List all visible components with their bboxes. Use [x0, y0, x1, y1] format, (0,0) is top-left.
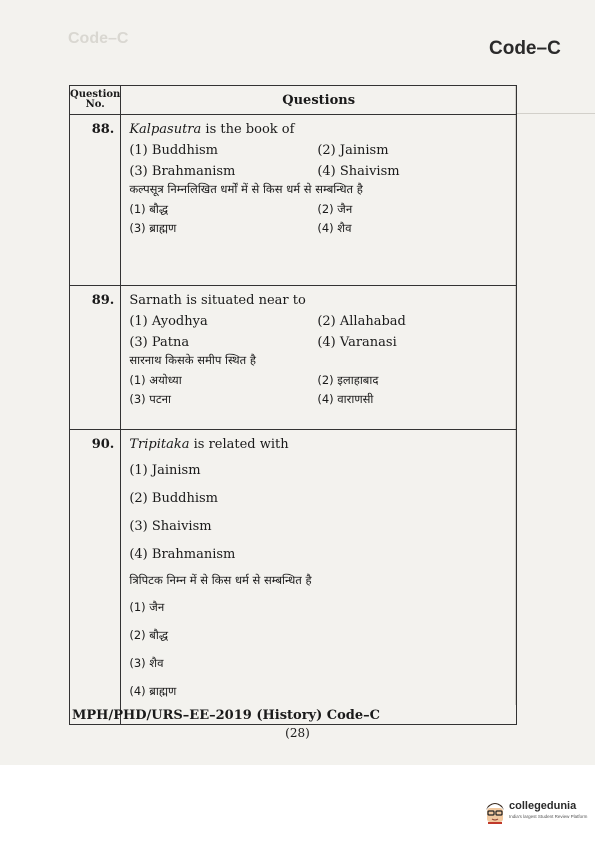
hindi-option: (1) बौद्ध	[129, 201, 169, 216]
question-number: 89.	[70, 286, 121, 430]
option: (1) Jainism	[129, 463, 201, 478]
brand-name: collegedunia	[509, 800, 577, 812]
option: (2) Allahabad	[317, 314, 406, 329]
question-stem: Sarnath is situated near to	[129, 293, 306, 308]
option: (1) Buddhism	[129, 143, 218, 158]
hindi-option: (4) ब्राह्मण	[129, 683, 177, 698]
option-list	[129, 315, 510, 349]
hindi-option: (4) वाराणसी	[317, 392, 374, 406]
option: (3) Patna	[129, 335, 190, 350]
header-questions: Questions	[121, 86, 517, 115]
option: (3) Brahmanism	[129, 164, 236, 179]
hindi-stem: कल्पसूत्र निम्नलिखित धर्मों में से किस धर्म से सम्बन्धित है	[129, 182, 363, 196]
hindi-option: (2) इलाहाबाद	[317, 372, 379, 387]
option: (4) Varanasi	[317, 335, 397, 350]
hindi-option: (3) ब्राह्मण	[129, 221, 177, 235]
question-stem: Kalpasutra is the book of	[129, 122, 295, 137]
question-row	[70, 286, 517, 430]
hindi-option-list	[129, 201, 510, 235]
question-stem: Tripitaka is related with	[129, 437, 289, 452]
option: (1) Ayodhya	[129, 314, 208, 329]
hindi-option: (3) शैव	[129, 655, 164, 670]
page-number: (28)	[285, 726, 310, 740]
student-avatar-icon	[484, 798, 506, 824]
header-question-no: Question No.	[70, 86, 121, 115]
option: (4) Brahmanism	[129, 547, 236, 562]
option: (2) Buddhism	[129, 491, 218, 506]
brand-tagline: India's largest Student Review Platform	[509, 814, 588, 819]
bleed-through-table	[515, 85, 595, 705]
hindi-option-list	[129, 595, 510, 707]
hindi-stem: सारनाथ किसके समीप स्थित है	[129, 353, 256, 367]
bleed-through-code: Code–C	[68, 30, 129, 47]
hindi-option: (3) पटना	[129, 392, 171, 406]
option-list	[129, 144, 510, 178]
hindi-option: (4) शैव	[317, 221, 352, 235]
hindi-option-list	[129, 372, 510, 406]
hindi-option: (1) अयोध्या	[129, 372, 182, 387]
question-row	[70, 430, 517, 725]
hindi-option: (1) जैन	[129, 599, 165, 614]
questions-table	[69, 85, 517, 725]
hindi-option: (2) बौद्ध	[129, 627, 169, 642]
hindi-stem: त्रिपिटक निम्न में से किस धर्म से सम्बन्धित है	[129, 573, 312, 587]
option-list	[129, 459, 510, 571]
option: (4) Shaivism	[317, 164, 400, 179]
code-label: Code–C	[489, 38, 561, 59]
option: (3) Shaivism	[129, 519, 212, 534]
question-number: 88.	[70, 115, 121, 286]
footer-code: MPH/PHD/URS–EE–2019 (History) Code–C	[72, 708, 381, 723]
option: (2) Jainism	[317, 143, 389, 158]
question-number: 90.	[70, 430, 121, 725]
question-row	[70, 115, 517, 286]
hindi-option: (2) जैन	[317, 201, 353, 216]
